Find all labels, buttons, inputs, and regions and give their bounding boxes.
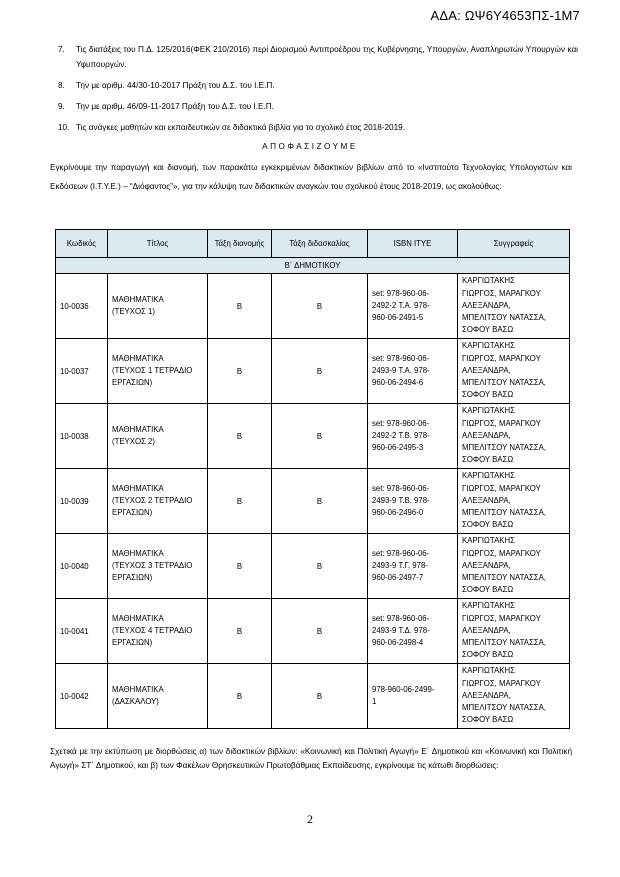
- header-title: Τίτλος: [108, 230, 208, 258]
- item-number: 10.: [58, 123, 70, 132]
- title-cell: ΜΑΘΗΜΑΤΙΚΑ (ΤΕΥΧΟΣ 1 ΤΕΤΡΑΔΙΟ ΕΡΓΑΣΙΩΝ): [108, 339, 208, 404]
- authors-cell: ΚΑΡΓΙΩΤΑΚΗΣ ΓΙΩΡΓΟΣ, ΜΑΡΑΓΚΟΥ ΑΛΕΞΑΝΔΡΑ, ΜΠΕΛΙΤΣΟΥ ΝΑΤΑΣΣΑ, ΣΟΦΟΥ ΒΑΣΩ: [458, 534, 570, 599]
- books-table: [55, 229, 570, 729]
- header-code: Κωδικός: [56, 230, 108, 258]
- code-cell: 10-0037: [56, 339, 108, 404]
- authors-cell: ΚΑΡΓΙΩΤΑΚΗΣ ΓΙΩΡΓΟΣ, ΜΑΡΑΓΚΟΥ ΑΛΕΞΑΝΔΡΑ, ΜΠΕΛΙΤΣΟΥ ΝΑΤΑΣΣΑ, ΣΟΦΟΥ ΒΑΣΩ: [458, 404, 570, 469]
- page-number: 2: [307, 812, 313, 826]
- isbn-cell: set: 978-960-06- 2493-9 Τ.Δ. 978- 960-06-2498-4: [368, 599, 458, 664]
- title-cell: ΜΑΘΗΜΑΤΙΚΑ (ΤΕΥΧΟΣ 2 ΤΕΤΡΑΔΙΟ ΕΡΓΑΣΙΩΝ): [108, 469, 208, 534]
- isbn-cell: set: 978-960-06- 2492-2 Τ.Β. 978- 960-06-2495-3: [368, 404, 458, 469]
- teaching-cell: Β: [272, 599, 368, 664]
- title-cell: ΜΑΘΗΜΑΤΙΚΑ (ΔΑΣΚΑΛΟΥ): [108, 664, 208, 729]
- item-text: Την με αριθμ. 46/09-11-2017 Πράξη του Δ.Σ. του Ι.Ε.Π.: [76, 102, 274, 111]
- decision-heading: ΑΠΟΦΑΣΙΖΟΥΜΕ: [262, 142, 358, 151]
- teaching-cell: Β: [272, 469, 368, 534]
- header-teaching: Τάξη διδασκαλίας: [272, 230, 368, 258]
- list-item: [58, 120, 578, 135]
- isbn-cell: set: 978-960-06- 2493-9 Τ.Γ. 978- 960-06-2497-7: [368, 534, 458, 599]
- authors-cell: ΚΑΡΓΙΩΤΑΚΗΣ ΓΙΩΡΓΟΣ, ΜΑΡΑΓΚΟΥ ΑΛΕΞΑΝΔΡΑ, ΜΠΕΛΙΤΣΟΥ ΝΑΤΑΣΣΑ, ΣΟΦΟΥ ΒΑΣΩ: [458, 274, 570, 339]
- title-cell: ΜΑΘΗΜΑΤΙΚΑ (ΤΕΥΧΟΣ 3 ΤΕΤΡΑΔΙΟ ΕΡΓΑΣΙΩΝ): [108, 534, 208, 599]
- table-row: [56, 534, 570, 599]
- title-cell: ΜΑΘΗΜΑΤΙΚΑ (ΤΕΥΧΟΣ 4 ΤΕΤΡΑΔΙΟ ΕΡΓΑΣΙΩΝ): [108, 599, 208, 664]
- item-number: 8.: [58, 81, 65, 90]
- code-cell: 10-0036: [56, 274, 108, 339]
- distribution-cell: Β: [208, 599, 272, 664]
- teaching-cell: Β: [272, 339, 368, 404]
- item-text: Τις ανάγκες μαθητών και εκπαιδευτικών σε διδακτικά βιβλία για το σχολικό έτος 2018-2019.: [76, 123, 405, 132]
- ada-code: ΑΔΑ: ΩΨ6Υ4653ΠΣ-1Μ7: [430, 8, 580, 23]
- header-authors: Συγγραφείς: [458, 230, 570, 258]
- table-row: [56, 469, 570, 534]
- approval-paragraph: Εγκρίνουμε την παραγωγή και διανομή, των παρακάτω εγκεκριμένων διδακτικών βιβλίων από το «Ινστιτούτο Τεχνολογίας Υπολογιστών και Εκδόσεων (Ι.Τ.Υ.Ε.) – “Διόφαντος”», για την κάλυψη των διδακτικών αναγκών του σχολικού έτους 2018-2019, ως ακολούθως:: [50, 163, 572, 191]
- group-label: Β΄ ΔΗΜΟΤΙΚΟΥ: [56, 258, 570, 274]
- authors-cell: ΚΑΡΓΙΩΤΑΚΗΣ ΓΙΩΡΓΟΣ, ΜΑΡΑΓΚΟΥ ΑΛΕΞΑΝΔΡΑ, ΜΠΕΛΙΤΣΟΥ ΝΑΤΑΣΣΑ, ΣΟΦΟΥ ΒΑΣΩ: [458, 339, 570, 404]
- item-number: 9.: [58, 102, 65, 111]
- considerations-list: [58, 42, 578, 141]
- distribution-cell: Β: [208, 339, 272, 404]
- header-distribution: Τάξη διανομής: [208, 230, 272, 258]
- authors-cell: ΚΑΡΓΙΩΤΑΚΗΣ ΓΙΩΡΓΟΣ, ΜΑΡΑΓΚΟΥ ΑΛΕΞΑΝΔΡΑ, ΜΠΕΛΙΤΣΟΥ ΝΑΤΑΣΣΑ, ΣΟΦΟΥ ΒΑΣΩ: [458, 599, 570, 664]
- code-cell: 10-0040: [56, 534, 108, 599]
- distribution-cell: Β: [208, 469, 272, 534]
- teaching-cell: Β: [272, 404, 368, 469]
- header-isbn: ISBN ITYE: [368, 230, 458, 258]
- code-cell: 10-0039: [56, 469, 108, 534]
- title-cell: ΜΑΘΗΜΑΤΙΚΑ (ΤΕΥΧΟΣ 2): [108, 404, 208, 469]
- list-item: [58, 99, 578, 114]
- distribution-cell: Β: [208, 534, 272, 599]
- table-row: [56, 274, 570, 339]
- authors-cell: ΚΑΡΓΙΩΤΑΚΗΣ ΓΙΩΡΓΟΣ, ΜΑΡΑΓΚΟΥ ΑΛΕΞΑΝΔΡΑ, ΜΠΕΛΙΤΣΟΥ ΝΑΤΑΣΣΑ, ΣΟΦΟΥ ΒΑΣΩ: [458, 469, 570, 534]
- teaching-cell: Β: [272, 534, 368, 599]
- item-text: Την με αριθμ. 44/30-10-2017 Πράξη του Δ.Σ. του Ι.Ε.Π.: [76, 81, 275, 90]
- distribution-cell: Β: [208, 664, 272, 729]
- isbn-cell: 978-960-06-2499- 1: [368, 664, 458, 729]
- title-cell: ΜΑΘΗΜΑΤΙΚΑ (ΤΕΥΧΟΣ 1): [108, 274, 208, 339]
- corrections-paragraph: Σχετικά με την εκτύπωση με διορθώσεις α) των διδακτικών βιβλίων: «Κοινωνική και Πολιτική Αγωγή» Ε΄ Δημοτικού και «Κοινωνική και Πολιτική Αγωγή» ΣΤ΄ Δημοτικού, και β) των Φακέλων Θρησκευτικών Πρωτοβάθμιας Εκπαίδευσης, εγκρίνουμε τις κάτωθι διορθώσεις:: [50, 747, 572, 770]
- distribution-cell: Β: [208, 274, 272, 339]
- distribution-cell: Β: [208, 404, 272, 469]
- group-row: [56, 258, 570, 274]
- list-item: [58, 42, 578, 72]
- table-row: [56, 404, 570, 469]
- teaching-cell: Β: [272, 274, 368, 339]
- item-text: Τις διατάξεις του Π.Δ. 125/2016(ΦΕΚ 210/2016) περί Διορισμού Αντιπροέδρου της Κυβέρνησης, Υπουργών, Αναπληρωτών Υπουργών και Υφυπουργών.: [76, 45, 578, 69]
- table-row: [56, 599, 570, 664]
- table-row: [56, 339, 570, 404]
- item-number: 7.: [58, 45, 65, 54]
- isbn-cell: set: 978-960-06- 2493-9 Τ.Β. 978- 960-06-2496-0: [368, 469, 458, 534]
- teaching-cell: Β: [272, 664, 368, 729]
- list-item: [58, 78, 578, 93]
- isbn-cell: set: 978-960-06- 2493-9 Τ.Α. 978- 960-06-2494-6: [368, 339, 458, 404]
- table-row: [56, 664, 570, 729]
- authors-cell: ΚΑΡΓΙΩΤΑΚΗΣ ΓΙΩΡΓΟΣ, ΜΑΡΑΓΚΟΥ ΑΛΕΞΑΝΔΡΑ, ΜΠΕΛΙΤΣΟΥ ΝΑΤΑΣΣΑ, ΣΟΦΟΥ ΒΑΣΩ: [458, 664, 570, 729]
- code-cell: 10-0041: [56, 599, 108, 664]
- table-header-row: [56, 230, 570, 258]
- code-cell: 10-0042: [56, 664, 108, 729]
- code-cell: 10-0038: [56, 404, 108, 469]
- isbn-cell: set: 978-960-06- 2492-2 Τ.Α. 978- 960-06-2491-5: [368, 274, 458, 339]
